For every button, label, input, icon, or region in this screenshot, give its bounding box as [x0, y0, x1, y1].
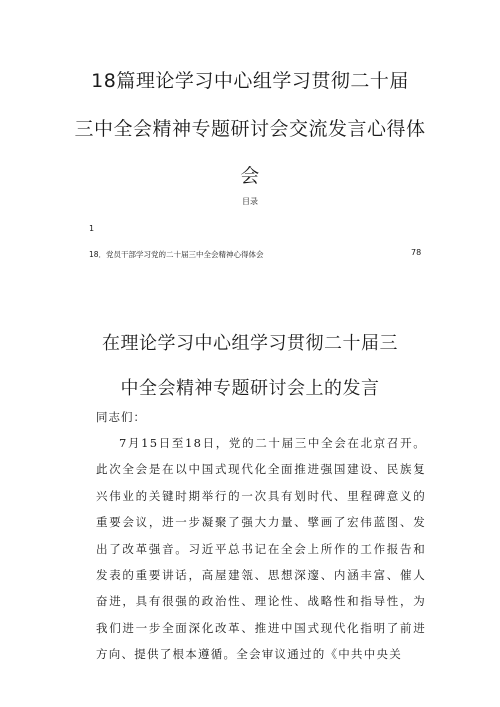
- body-paragraph: 7月15日至18日，党的二十届三中全会在北京召开。此次全会是在以中国式现代化全面推进强国建设、民族复兴伟业的关键时期举行的一次具有划时代、里程碑意义的重要会议，进一步凝聚了强大力量、擘画了宏伟蓝图、发出了改革强音。习近平总书记在全会上所作的工作报告和发表的重要讲话，高屋建瓴、思想深邃、内涵丰富、催人奋进，具有很强的政治性、理论性、战略性和指导性，为我们进一步全面深化改革、推进中国式现代化指明了前进方向、提供了根本遵循。全会审议通过的《中共中央关: [96, 436, 426, 662]
- section-title-line-2: 中全会精神专题研讨会上的发言: [120, 378, 380, 399]
- document-title-line-3: 会: [240, 165, 260, 187]
- document-title-line-2: 三中全会精神专题研讨会交流发言心得体: [74, 118, 426, 140]
- document-title-line-1: 18篇理论学习中心组学习贯彻二十届: [91, 70, 409, 92]
- toc-page-number: 78: [411, 248, 422, 257]
- toc-heading: 目录: [242, 197, 258, 206]
- toc-entry[interactable]: 18．党员干部学习党的二十届三中全会精神心得体会: [89, 250, 264, 259]
- section-title-line-1: 在理论学习中心组学习贯彻二十届三: [102, 333, 398, 354]
- salutation: 同志们：: [96, 410, 146, 424]
- toc-number: 1: [89, 224, 95, 233]
